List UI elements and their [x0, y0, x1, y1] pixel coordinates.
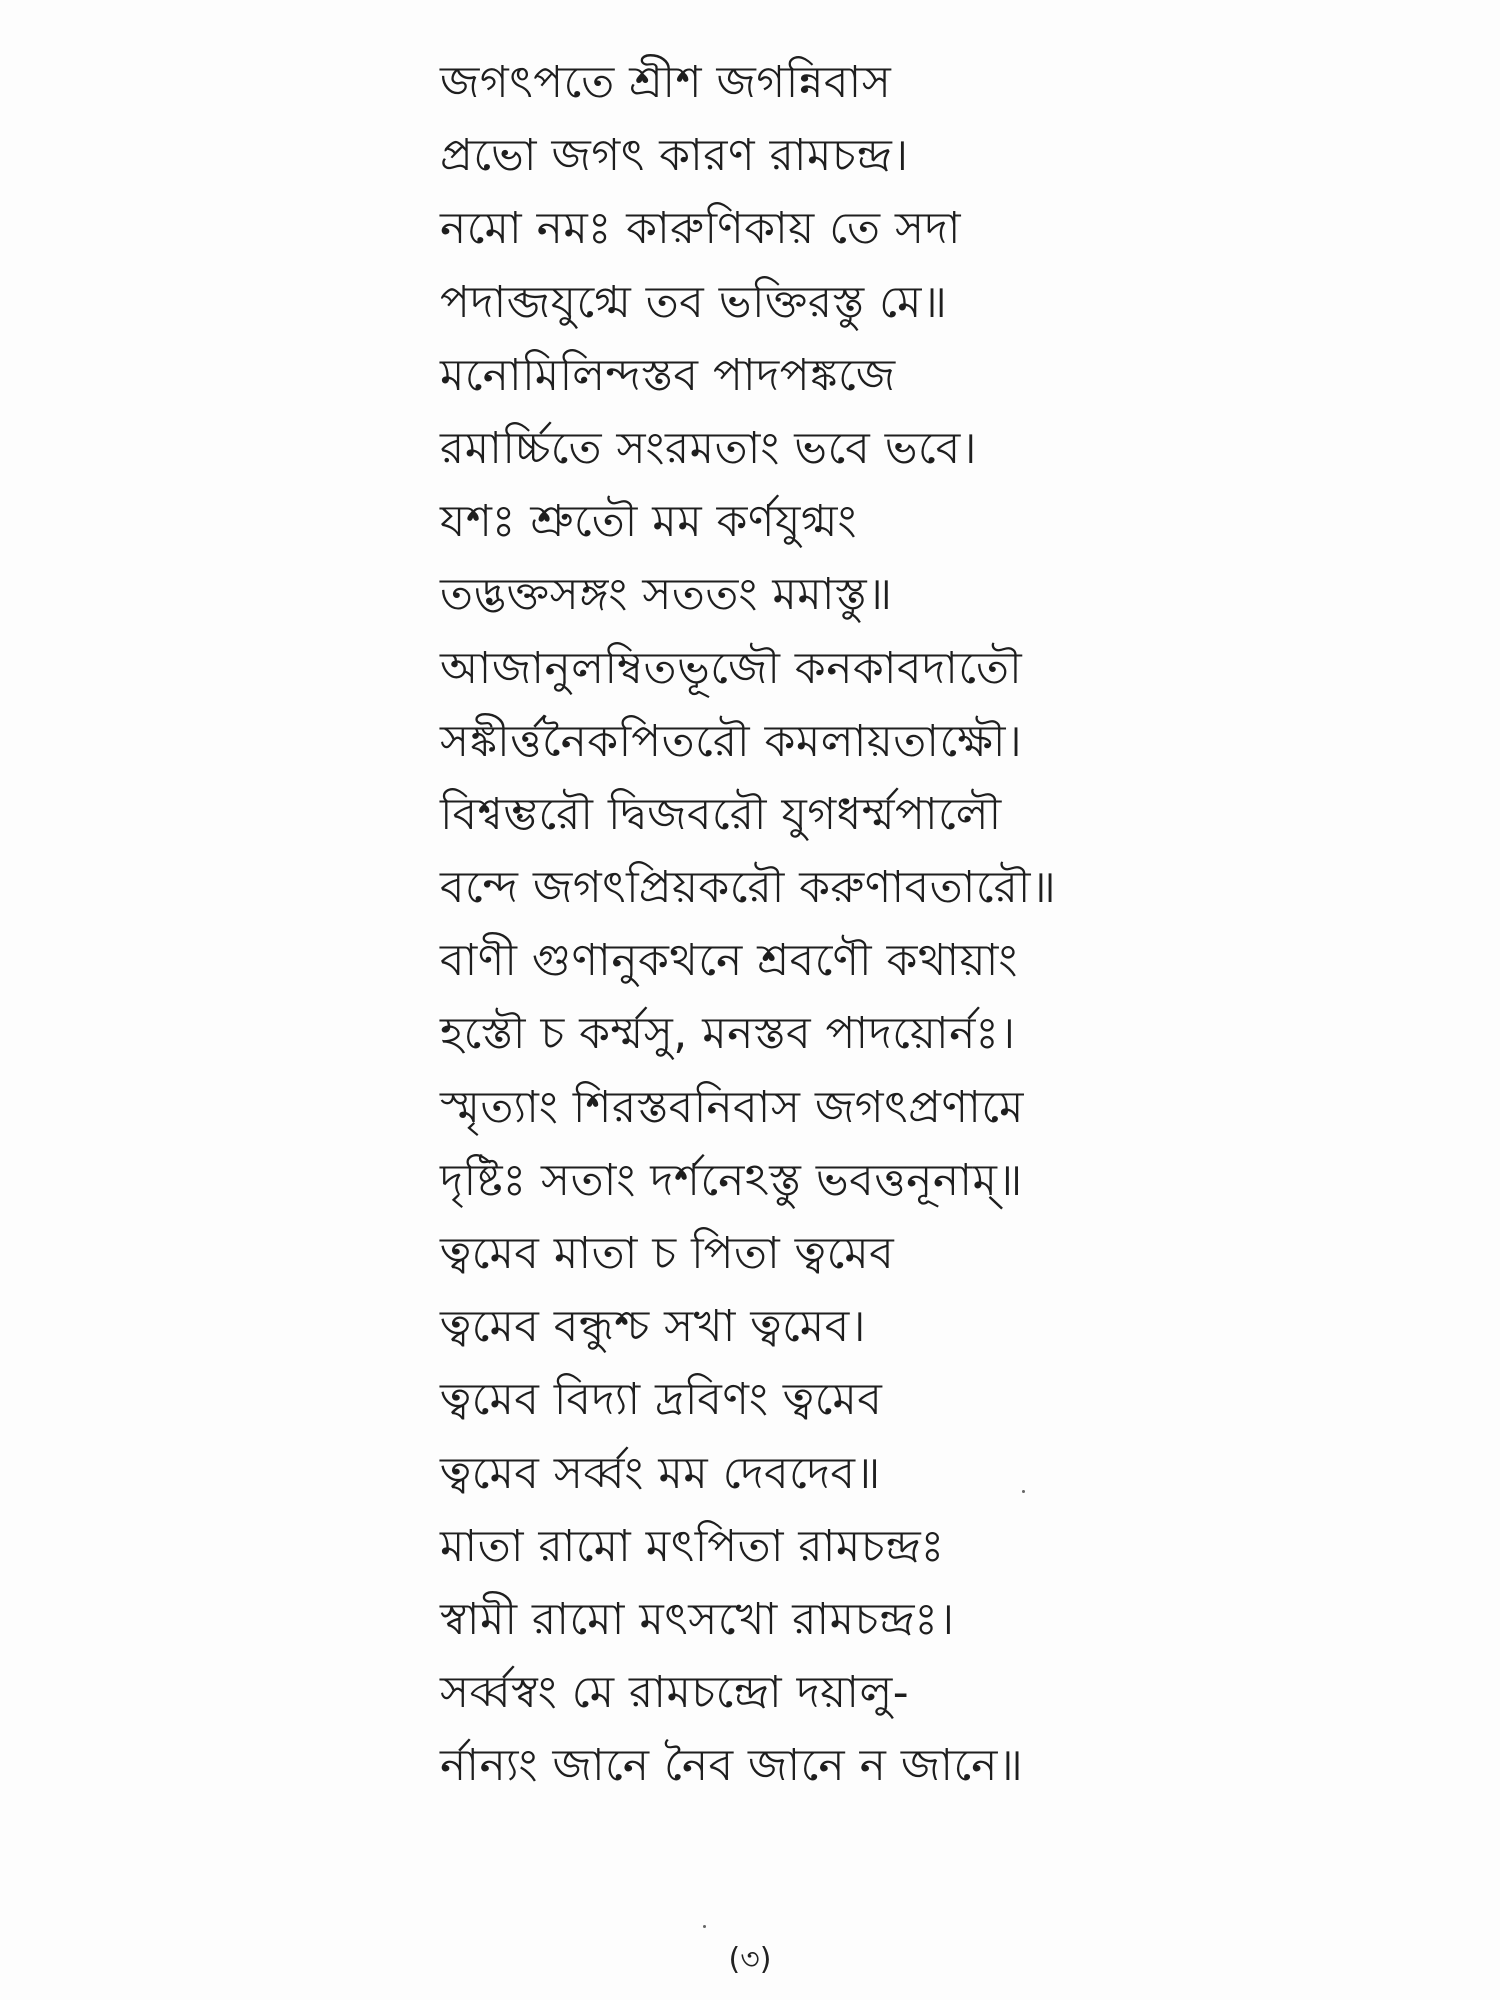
verse-line: আজানুলম্বিতভূজৌ কনকাবদাতৌ: [440, 642, 1023, 694]
verse-line: দৃষ্টিঃ সতাং দর্শনেঽস্তু ভবত্তনূনাম্॥: [440, 1154, 1023, 1206]
verse-line: মাতা রামো মৎপিতা রামচন্দ্রঃ: [440, 1520, 945, 1572]
scan-speck: [703, 1925, 706, 1928]
verse-line: ত্বমেব সর্ব্বং মম দেবদেব॥: [440, 1447, 881, 1499]
verse-line: নমো নমঃ কারুণিকায় তে সদা: [440, 203, 961, 255]
verse-line: বাণী গুণানুকথনে শ্রবণৌ কথায়াং: [440, 935, 1018, 987]
verse-line: হস্তৌ চ কর্ম্মসু, মনস্তব পাদয়োর্নঃ।: [440, 1008, 1016, 1060]
scan-speck: [1022, 1490, 1025, 1493]
verse-line: স্মৃত্যাং শিরস্তবনিবাস জগৎপ্রণামে: [440, 1081, 1024, 1133]
verse-line: জগৎপতে শ্রীশ জগন্নিবাস: [440, 57, 892, 108]
verse-line: ত্বমেব বন্ধুশ্চ সখা ত্বমেব।: [440, 1301, 866, 1353]
verse-line: রমার্চ্চিতে সংরমতাং ভবে ভবে।: [440, 422, 977, 474]
verse-line: ত্বমেব মাতা চ পিতা ত্বমেব: [440, 1228, 895, 1279]
verse-line: যশঃ শ্রুতৌ মম কর্ণযুগ্মং: [440, 496, 857, 548]
verse-line: ত্বমেব বিদ্যা দ্রবিণং ত্বমেব: [440, 1374, 883, 1426]
verse-text: [440, 46, 1480, 1803]
verse-line: মনোমিলিন্দস্তব পাদপঙ্কজে: [440, 349, 896, 401]
verse-line: স্বামী রামো মৎসখো রামচন্দ্রঃ।: [440, 1593, 955, 1645]
verse-line: সর্ব্বস্বং মে রামচন্দ্রো দয়ালু-: [440, 1667, 910, 1719]
verse-line: বন্দে জগৎপ্রিয়করৌ করুণাবতারৌ॥: [440, 862, 1057, 914]
verse-line: বিশ্বম্ভরৌ দ্বিজবরৌ যুগধর্ম্মপালৌ: [440, 788, 1002, 840]
verse-line: পদাব্জযুগ্মে তব ভক্তিরস্তু মে॥: [440, 276, 948, 328]
verse-line: র্নান্যং জানে নৈব জানে ন জানে॥: [440, 1740, 1024, 1792]
page-number: (৩): [728, 1942, 772, 1977]
verse-line: তদ্ভক্তসঙ্গং সততং মমাস্তু॥: [440, 569, 893, 621]
verse-line: সঙ্কীর্ত্তনৈকপিতরৌ কমলায়তাক্ষৌ।: [440, 715, 1023, 767]
verse-line: প্রভো জগৎ কারণ রামচন্দ্র।: [440, 130, 909, 182]
